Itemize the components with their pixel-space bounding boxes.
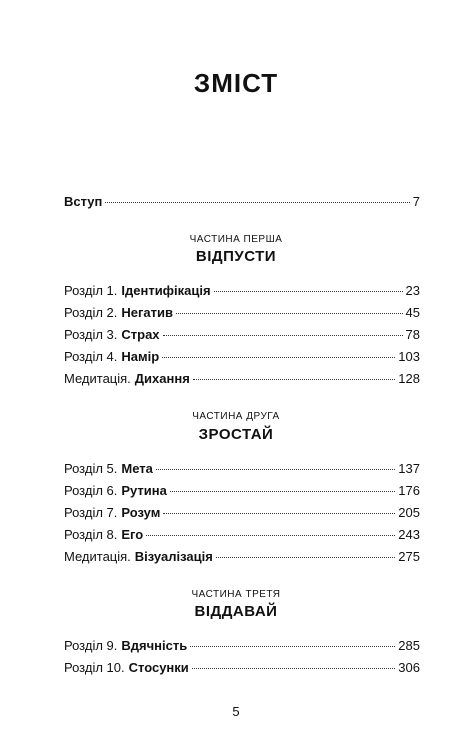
toc-entry[interactable]	[64, 349, 420, 371]
part-label: ЧАСТИНА ПЕРША	[189, 234, 283, 245]
dot-leader	[162, 357, 395, 358]
toc-entry-name: Дихання	[134, 371, 190, 386]
dot-leader	[216, 557, 395, 558]
page-number: 5	[232, 704, 240, 719]
toc-entry-page: 137	[398, 461, 420, 476]
part-label: ЧАСТИНА ТРЕТЯ	[191, 589, 281, 600]
toc-entry[interactable]	[64, 505, 420, 527]
toc-entry-page: 128	[398, 371, 420, 386]
dot-leader	[192, 668, 396, 669]
part-title: ВІДПУСТИ	[195, 248, 277, 265]
toc-entry[interactable]	[64, 461, 420, 483]
toc-entry-prefix: Розділ 6.	[64, 483, 118, 498]
toc-entry[interactable]	[64, 527, 420, 549]
page-title: ЗМІСТ	[193, 68, 279, 98]
toc-entry[interactable]	[64, 371, 420, 393]
toc-entry[interactable]	[64, 638, 420, 660]
toc-entry-prefix: Розділ 3.	[64, 327, 118, 342]
toc-entry-name: Розум	[121, 505, 161, 520]
toc-part-3	[64, 638, 420, 682]
toc-entry-prefix: Розділ 9.	[64, 638, 118, 653]
toc-entry-page: 176	[398, 483, 420, 498]
toc-part-2	[64, 461, 420, 571]
toc-entry-page: 103	[398, 349, 420, 364]
toc-entry-page: 275	[398, 549, 420, 564]
toc-entry-name: Негатив	[121, 305, 173, 320]
toc-entry-page: 23	[405, 283, 420, 298]
dot-leader	[190, 646, 395, 647]
toc-entry[interactable]	[64, 283, 420, 305]
toc-entry[interactable]	[64, 483, 420, 505]
toc-entry-prefix: Розділ 5.	[64, 461, 118, 476]
toc-entry[interactable]	[64, 305, 420, 327]
toc-entry-prefix: Розділ 2.	[64, 305, 118, 320]
toc-entry-name: Стосунки	[128, 660, 189, 675]
toc-entry-name: Ідентифікація	[121, 283, 211, 298]
dot-leader	[163, 513, 395, 514]
dot-leader	[146, 535, 395, 536]
toc-entry-name: Рутина	[121, 483, 167, 498]
toc-entry-prefix: Розділ 8.	[64, 527, 118, 542]
toc-entry-name: Візуалізація	[134, 549, 213, 564]
toc-entry-prefix: Розділ 4.	[64, 349, 118, 364]
toc-entry[interactable]	[64, 549, 420, 571]
part-label: ЧАСТИНА ДРУГА	[192, 411, 280, 422]
dot-leader	[176, 313, 403, 314]
toc-entry-page: 78	[405, 327, 420, 342]
toc-entry-prefix: Розділ 7.	[64, 505, 118, 520]
toc-entry-prefix: Медитація.	[64, 371, 131, 386]
toc-entry-prefix: Розділ 1.	[64, 283, 118, 298]
dot-leader	[193, 379, 395, 380]
toc-entry-page: 205	[398, 505, 420, 520]
toc-entry-page: 243	[398, 527, 420, 542]
toc-entry-prefix: Медитація.	[64, 549, 131, 564]
toc-entry-intro[interactable]	[64, 194, 420, 216]
toc-entry-name: Страх	[121, 327, 160, 342]
dot-leader	[170, 491, 395, 492]
part-title: ЗРОСТАЙ	[198, 426, 274, 443]
toc-part-1	[64, 283, 420, 393]
dot-leader	[156, 469, 395, 470]
toc-entry-name: Вступ	[64, 194, 103, 209]
dot-leader	[214, 291, 403, 292]
toc-entry[interactable]	[64, 327, 420, 349]
toc-entry-page: 306	[398, 660, 420, 675]
toc-entry-name: Мета	[121, 461, 153, 476]
toc-entry-prefix: Розділ 10.	[64, 660, 125, 675]
part-title: ВІДДАВАЙ	[194, 603, 278, 620]
toc-intro	[64, 194, 420, 216]
dot-leader	[105, 202, 409, 203]
toc-entry-page: 45	[405, 305, 420, 320]
toc-entry-name: Вдячність	[121, 638, 188, 653]
dot-leader	[163, 335, 403, 336]
toc-entry-name: Его	[121, 527, 144, 542]
toc-entry-page: 285	[398, 638, 420, 653]
toc-entry-page: 7	[412, 194, 420, 209]
toc-entry-name: Намір	[121, 349, 160, 364]
toc-entry[interactable]	[64, 660, 420, 682]
